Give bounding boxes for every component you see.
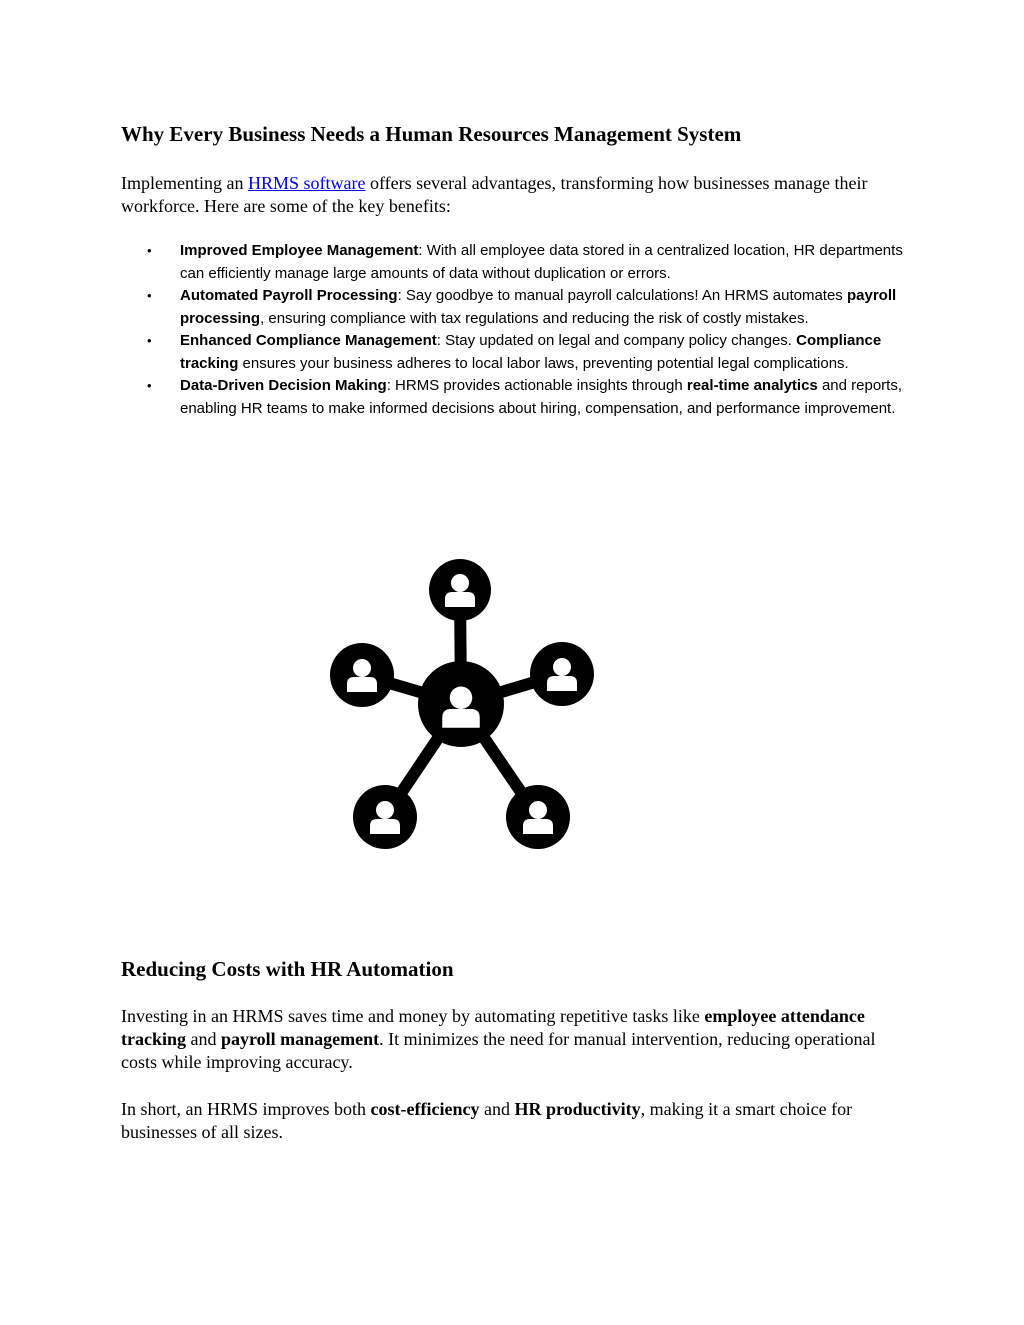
bullet-icon: • bbox=[147, 243, 152, 258]
benefits-list bbox=[121, 240, 911, 420]
intro-text-after: offers several advantages, transforming how businesses manage their workforce. Here are some of the key benefits: bbox=[121, 173, 868, 216]
benefit-text: : With all employee data stored in a centralized location, HR departments can efficiently manage large amounts of data without duplication or errors. bbox=[180, 242, 903, 282]
section-heading-why-hrms: Why Every Business Needs a Human Resources Management System bbox=[121, 122, 742, 146]
hrms-software-link[interactable]: HRMS software bbox=[247, 173, 366, 193]
benefit-title: Automated Payroll Processing bbox=[180, 287, 398, 304]
benefit-text: : Say goodbye to manual payroll calculations! An HRMS automates bbox=[397, 287, 847, 304]
benefit-text: and reports, enabling HR teams to make informed decisions about hiring, compensation, and performance improvement. bbox=[180, 377, 902, 417]
list-item bbox=[121, 375, 911, 420]
bullet-icon: • bbox=[147, 378, 152, 393]
list-item bbox=[121, 330, 911, 375]
summary-text: In short, an HRMS improves both bbox=[121, 1099, 371, 1119]
costs-text: . It minimizes the need for manual intervention, reducing operational costs while improving accuracy. bbox=[121, 1029, 876, 1072]
list-item bbox=[121, 240, 911, 285]
summary-text: , making it a smart choice for businesses of all sizes. bbox=[121, 1099, 853, 1142]
summary-paragraph bbox=[121, 1098, 901, 1144]
benefit-text: : HRMS provides actionable insights through bbox=[386, 377, 687, 394]
costs-emphasis: employee attendance tracking bbox=[121, 1006, 865, 1049]
benefit-title: Data-Driven Decision Making bbox=[180, 377, 387, 394]
people-network-icon bbox=[327, 554, 595, 854]
benefit-title: Enhanced Compliance Management bbox=[180, 332, 437, 349]
summary-emphasis: cost-efficiency bbox=[370, 1099, 480, 1119]
bullet-icon: • bbox=[147, 333, 152, 348]
bullet-icon: • bbox=[147, 288, 152, 303]
benefit-title: Improved Employee Management bbox=[180, 242, 419, 259]
costs-emphasis: payroll management bbox=[221, 1029, 380, 1049]
costs-text: Investing in an HRMS saves time and money by automating repetitive tasks like bbox=[121, 1006, 705, 1026]
benefit-text: , ensuring compliance with tax regulations and reducing the risk of costly mistakes. bbox=[260, 309, 809, 327]
summary-emphasis: HR productivity bbox=[514, 1099, 641, 1119]
benefit-text: ensures your business adheres to local labor laws, preventing potential legal complications. bbox=[238, 354, 849, 372]
intro-text-before: Implementing an bbox=[121, 173, 248, 193]
costs-paragraph bbox=[121, 1005, 901, 1074]
section-heading-reducing-costs: Reducing Costs with HR Automation bbox=[121, 957, 454, 981]
costs-text: and bbox=[186, 1029, 221, 1049]
list-item bbox=[121, 285, 911, 330]
summary-text: and bbox=[479, 1099, 515, 1119]
intro-paragraph bbox=[121, 172, 901, 218]
benefit-emphasis: real-time analytics bbox=[686, 377, 818, 394]
benefit-emphasis: Compliance tracking bbox=[180, 332, 882, 372]
benefit-text: : Stay updated on legal and company policy changes. bbox=[436, 332, 797, 349]
benefit-emphasis: payroll processing bbox=[180, 287, 897, 327]
